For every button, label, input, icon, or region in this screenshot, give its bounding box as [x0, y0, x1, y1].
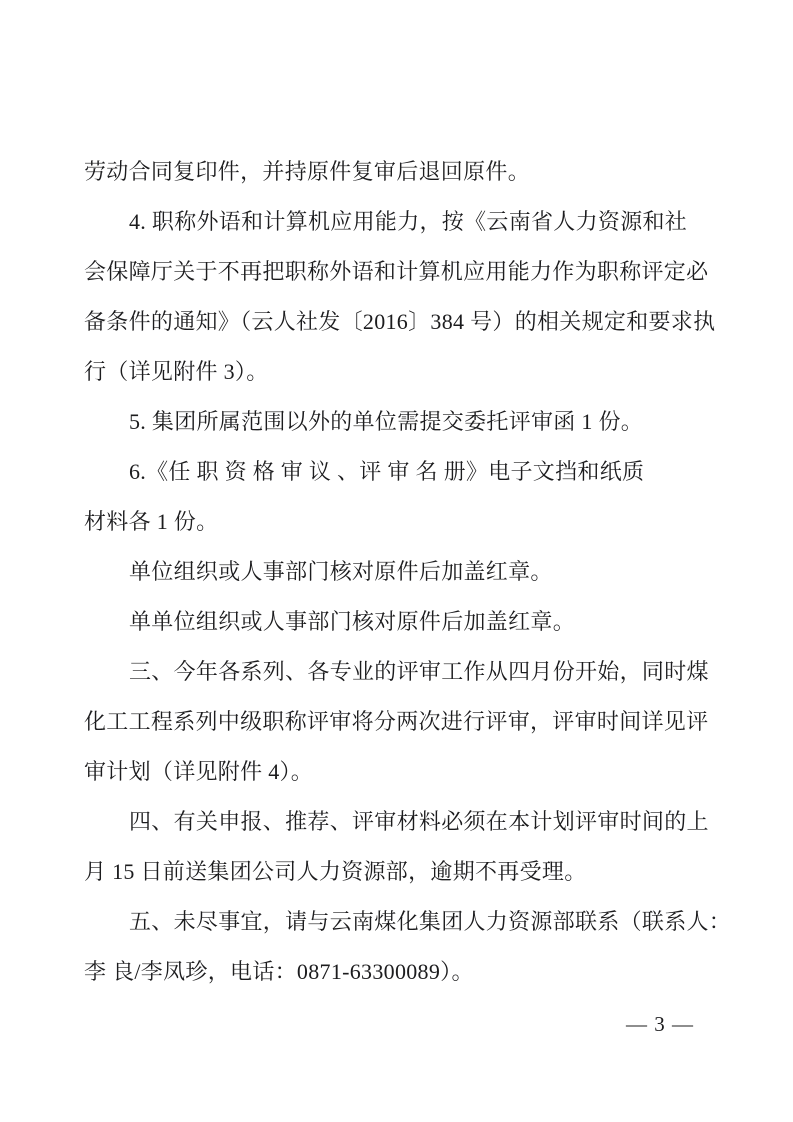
- text-line: 5. 集团所属范围以外的单位需提交委托评审函 1 份。: [129, 409, 644, 434]
- text-line: 材料各 1 份。: [84, 509, 219, 534]
- text-line: 劳动合同复印件，并持原件复审后退回原件。: [84, 159, 531, 184]
- text-line: 单位组织或人事部门核对原件后加盖红章。: [129, 559, 553, 584]
- text-line: 备条件的通知》（云人社发〔2016〕384 号）的相关规定和要求执: [84, 309, 716, 334]
- page-number: — 3 —: [626, 1012, 694, 1036]
- text-line: 6.《任 职 资 格 审 议 、评 审 名 册》电子文挡和纸质: [129, 459, 645, 484]
- document-body: [84, 147, 732, 997]
- text-line: 单单位组织或人事部门核对原件后加盖红章。: [129, 609, 576, 634]
- text-line: 三、今年各系列、各专业的评审工作从四月份开始，同时煤: [129, 659, 709, 684]
- text-line: 4. 职称外语和计算机应用能力，按《云南省人力资源和社: [129, 209, 688, 234]
- text-line: 月 15 日前送集团公司人力资源部，逾期不再受理。: [84, 859, 587, 884]
- text-line: 化工工程系列中级职称评审将分两次进行评审，评审时间详见评: [84, 709, 709, 734]
- text-line: 审计划（详见附件 4）。: [84, 759, 314, 784]
- text-line: 行（详见附件 3）。: [84, 359, 269, 384]
- text-line: 李 良/李凤珍，电话：0871-63300089）。: [84, 959, 474, 984]
- text-line: 会保障厅关于不再把职称外语和计算机应用能力作为职称评定必: [84, 259, 709, 284]
- text-line: 四、有关申报、推荐、评审材料必须在本计划评审时间的上: [129, 809, 709, 834]
- text-line: 五、未尽事宜，请与云南煤化集团人力资源部联系（联系人：: [129, 909, 732, 934]
